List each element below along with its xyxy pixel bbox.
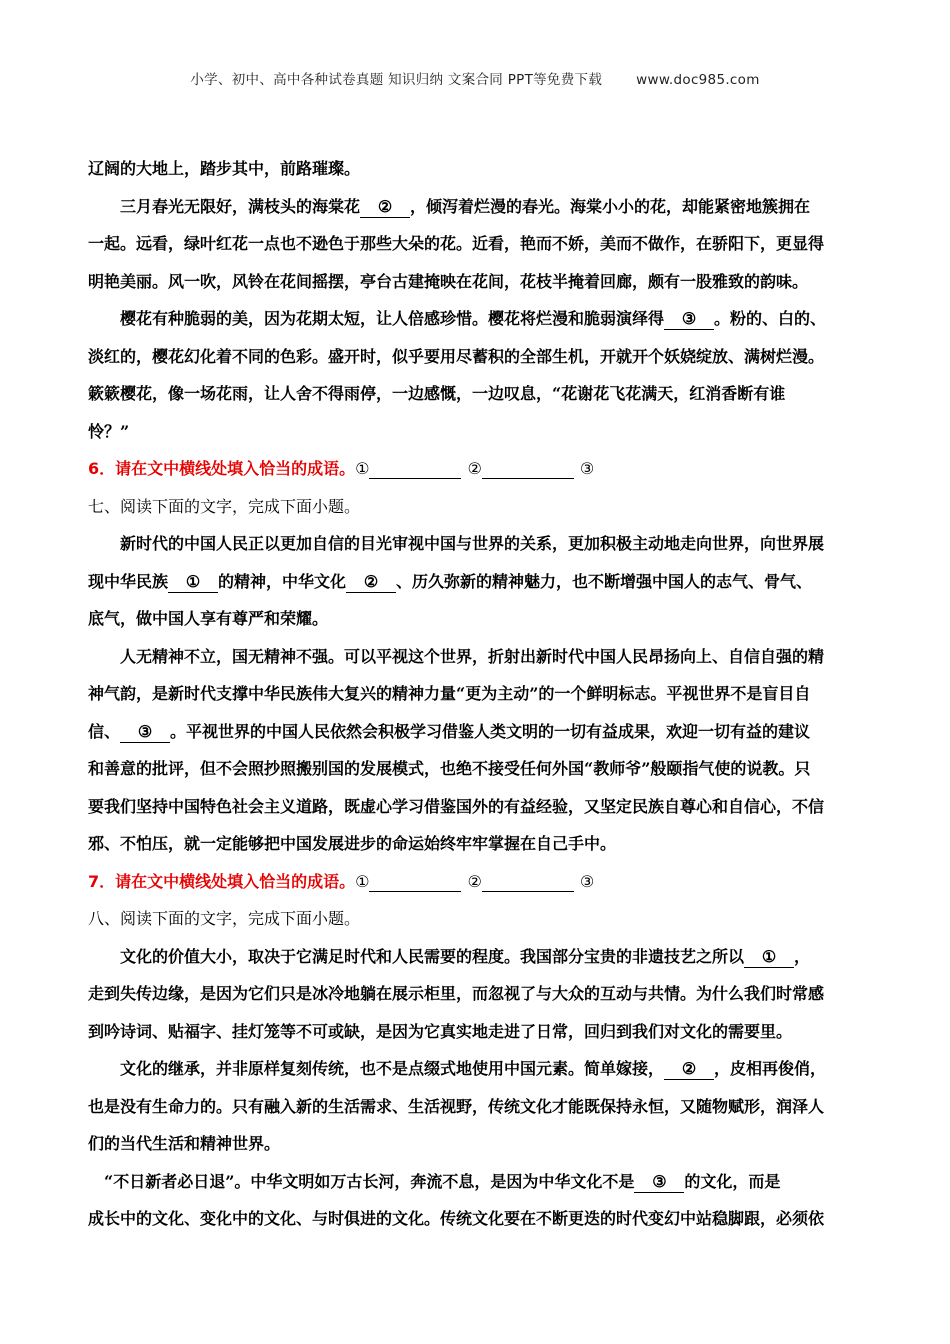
paragraph-line: 三月春光无限好，满枝头的海棠花 ② ，倾泻着烂漫的春光。海棠小小的花，却能紧密地簇拥在 — [120, 196, 811, 216]
paragraph-line: 现中华民族 ① 的精神，中华文化 ② 、历久弥新的精神魅力，也不断增强中国人的志气、骨气、 — [88, 571, 813, 591]
fill-blank: ③ — [120, 722, 170, 743]
page-header — [0, 68, 950, 88]
paragraph-line: 新时代的中国人民正以更加自信的目光审视中国与世界的关系，更加积极主动地走向世界，向世界展 — [120, 534, 825, 553]
paragraph-line: 成长中的文化、变化中的文化、与时俱进的文化。传统文化要在不断更迭的时代变幻中站稳脚跟，必须依 — [88, 1209, 825, 1228]
paragraph-line: “不日新者必日退”。中华文明如万古长河，奔流不息，是因为中华文化不是 ③ 的文化，而是 — [104, 1171, 781, 1191]
paragraph-line: 邪、不怕压，就一定能够把中国发展进步的命运始终牢牢掌握在自己手中。 — [88, 834, 617, 853]
paragraph-line: 也是没有生命力的。只有融入新的生活需求、生活视野，传统文化才能既保持永恒，又随物赋形，润泽人 — [88, 1096, 825, 1116]
paragraph-line: 和善意的批评，但不会照抄照搬别国的发展模式，也绝不接受任何外国“教师爷”般颐指气使的说教。只 — [88, 759, 811, 778]
fill-blank: ① — [744, 947, 794, 968]
question-6: 6．请在文中横线处填入恰当的成语。① ② ③ — [88, 459, 595, 478]
answer-marker: ③ — [579, 459, 595, 478]
paragraph-line: 信、 ③ 。平视世界的中国人民依然会积极学习借鉴人类文明的一切有益成果，欢迎一切有益的建议 — [88, 721, 811, 741]
paragraph-line: 文化的价值大小，取决于它满足时代和人民需要的程度。我国部分宝贵的非遗技艺之所以 ① ， — [120, 946, 811, 966]
question-7: 7．请在文中横线处填入恰当的成语。① ② ③ — [88, 871, 595, 891]
section-title: 八、阅读下面的文字，完成下面小题。 — [88, 909, 361, 928]
answer-line[interactable] — [369, 873, 461, 892]
answer-marker: ② — [467, 459, 482, 478]
fill-blank: ③ — [634, 1172, 684, 1193]
fill-blank: ② — [360, 197, 410, 218]
paragraph-line: 淡红的，樱花幻化着不同的色彩。盛开时，似乎要用尽蓄积的全部生机，开就开个妖娆绽放、满树烂漫。 — [88, 346, 825, 366]
paragraph-line: 要我们坚持中国特色社会主义道路，既虚心学习借鉴国外的有益经验，又坚定民族自尊心和自信心，不信 — [88, 796, 825, 816]
header-text: 小学、初中、高中各种试卷真题 知识归纳 文案合同 PPT等免费下载 — [190, 72, 603, 88]
answer-line[interactable] — [482, 873, 574, 892]
paragraph-line: 明艳美丽。风一吹，风铃在花间摇摆，亭台古建掩映在花间，花枝半掩着回廊，颇有一股雅致的韵味。 — [88, 271, 809, 291]
paragraph-line: 文化的继承，并非原样复刻传统，也不是点缀式地使用中国元素。简单嫁接， ② ，皮相再俊俏， — [120, 1059, 827, 1078]
paragraph-line: 一起。远看，绿叶红花一点也不逊色于那些大朵的花。近看，艳而不娇，美而不做作，在骄阳下，更显得 — [88, 234, 825, 253]
paragraph-line: 们的当代生活和精神世界。 — [88, 1134, 281, 1153]
section-title: 七、阅读下面的文字，完成下面小题。 — [88, 496, 361, 516]
fill-blank: ② — [664, 1059, 714, 1080]
answer-marker: ① — [355, 871, 370, 891]
document-body — [88, 150, 868, 1238]
paragraph-line: 樱花有种脆弱的美，因为花期太短，让人倍感珍惜。樱花将烂漫和脆弱演绎得 ③ 。粉的、白的、 — [120, 309, 827, 328]
paragraph-line: 辽阔的大地上，踏步其中，前路璀璨。 — [88, 159, 361, 178]
paragraph-line: 怜？” — [88, 421, 130, 441]
answer-marker: ② — [467, 871, 482, 891]
answer-marker: ① — [355, 459, 370, 478]
paragraph-line: 底气，做中国人享有尊严和荣耀。 — [88, 609, 329, 628]
answer-line[interactable] — [482, 460, 574, 479]
paragraph-line: 人无精神不立，国无精神不强。可以平视这个世界，折射出新时代中国人民昂扬向上、自信自强的精 — [120, 646, 825, 666]
answer-line[interactable] — [369, 460, 461, 479]
answer-marker: ③ — [579, 871, 595, 891]
fill-blank: ③ — [664, 309, 714, 330]
paragraph-line: 到吟诗词、贴福字、挂灯笼等不可或缺，是因为它真实地走进了日常，回归到我们对文化的需要里。 — [88, 1021, 793, 1041]
paragraph-line: 簌簌樱花，像一场花雨，让人舍不得雨停，一边感慨，一边叹息，“花谢花飞花满天，红消香断有谁 — [88, 384, 786, 403]
header-site-link[interactable]: www.doc985.com — [636, 72, 760, 88]
paragraph-line: 神气韵，是新时代支撑中华民族伟大复兴的精神力量“更为主动”的一个鲜明标志。平视世界不是盲目自 — [88, 684, 811, 703]
paragraph-line: 走到失传边缘，是因为它们只是冰冷地躺在展示柜里，而忽视了与大众的互动与共情。为什么我们时常感 — [88, 984, 825, 1003]
fill-blank: ① — [168, 572, 218, 593]
fill-blank: ② — [346, 572, 396, 593]
